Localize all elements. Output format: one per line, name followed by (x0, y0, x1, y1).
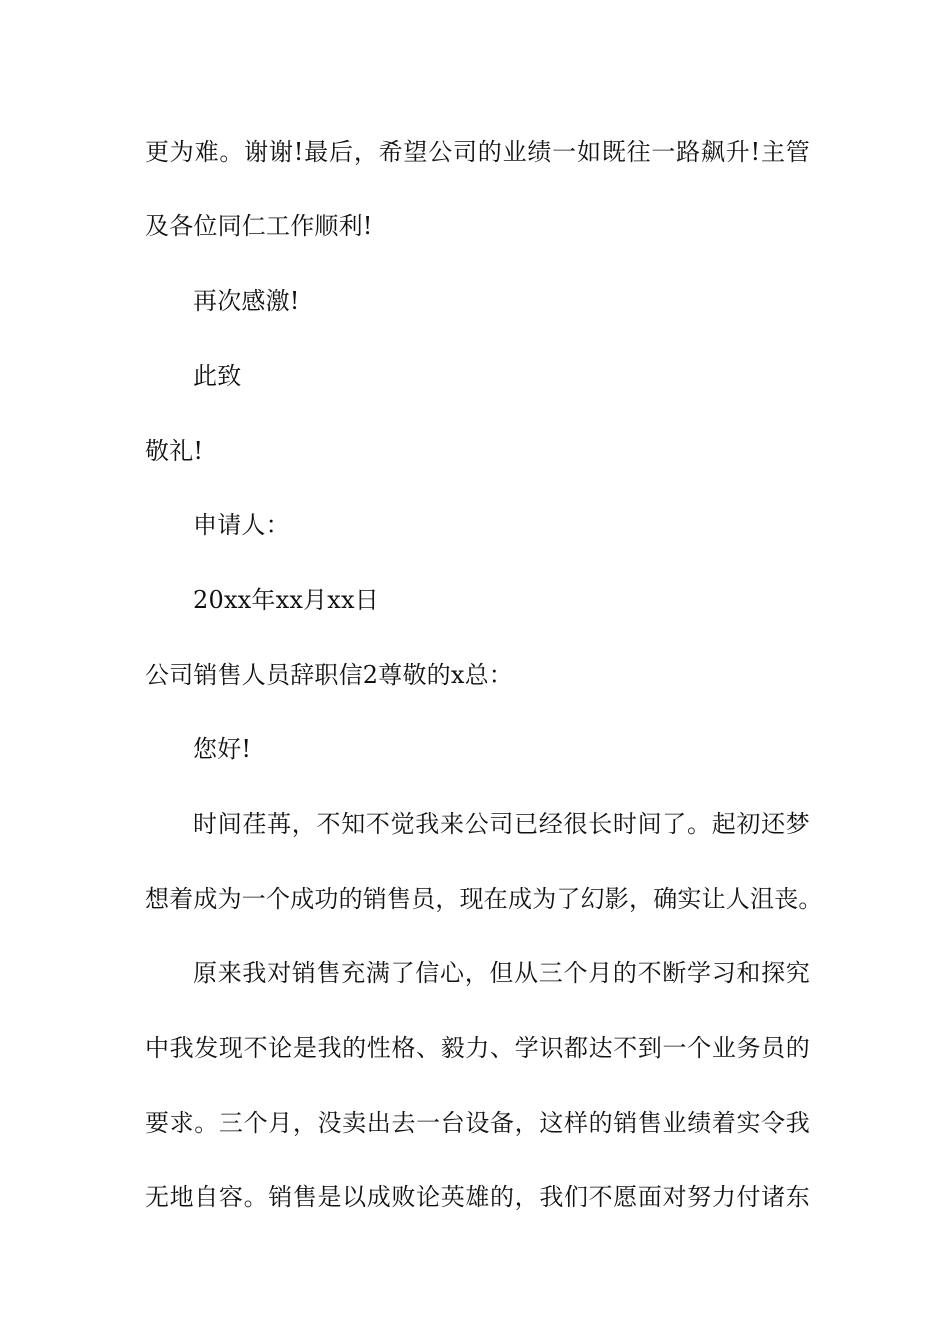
text-line-11: 想着成为一个成功的销售员，现在成为了幻影，确实让人沮丧。 (145, 885, 823, 913)
text-line-14: 要求。三个月，没卖出去一台设备，这样的销售业绩着实令我 (145, 1109, 810, 1137)
text-line-10: 时间荏苒，不知不觉我来公司已经很长时间了。起初还梦 (193, 810, 810, 838)
text-line-4: 此致 (193, 362, 242, 390)
text-line-13: 中我发现不论是我的性格、毅力、学识都达不到一个业务员的 (145, 1034, 810, 1062)
text-line-2: 及各位同仁工作顺利! (145, 212, 373, 240)
text-line-12: 原来我对销售充满了信心，但从三个月的不断学习和探究 (193, 959, 810, 987)
text-line-6: 申请人： (193, 511, 290, 539)
text-line-7: 20xx年xx月xx日 (193, 586, 379, 614)
text-line-8: 公司销售人员辞职信2尊敬的x总： (145, 661, 514, 689)
text-line-3: 再次感激! (193, 287, 300, 315)
text-line-1: 更为难。谢谢!最后，希望公司的业绩一如既往一路飙升!主管 (145, 138, 810, 166)
text-line-5: 敬礼! (145, 437, 204, 465)
text-line-15: 无地自容。销售是以成败论英雄的，我们不愿面对努力付诸东 (145, 1183, 810, 1211)
text-line-9: 您好! (193, 735, 252, 763)
